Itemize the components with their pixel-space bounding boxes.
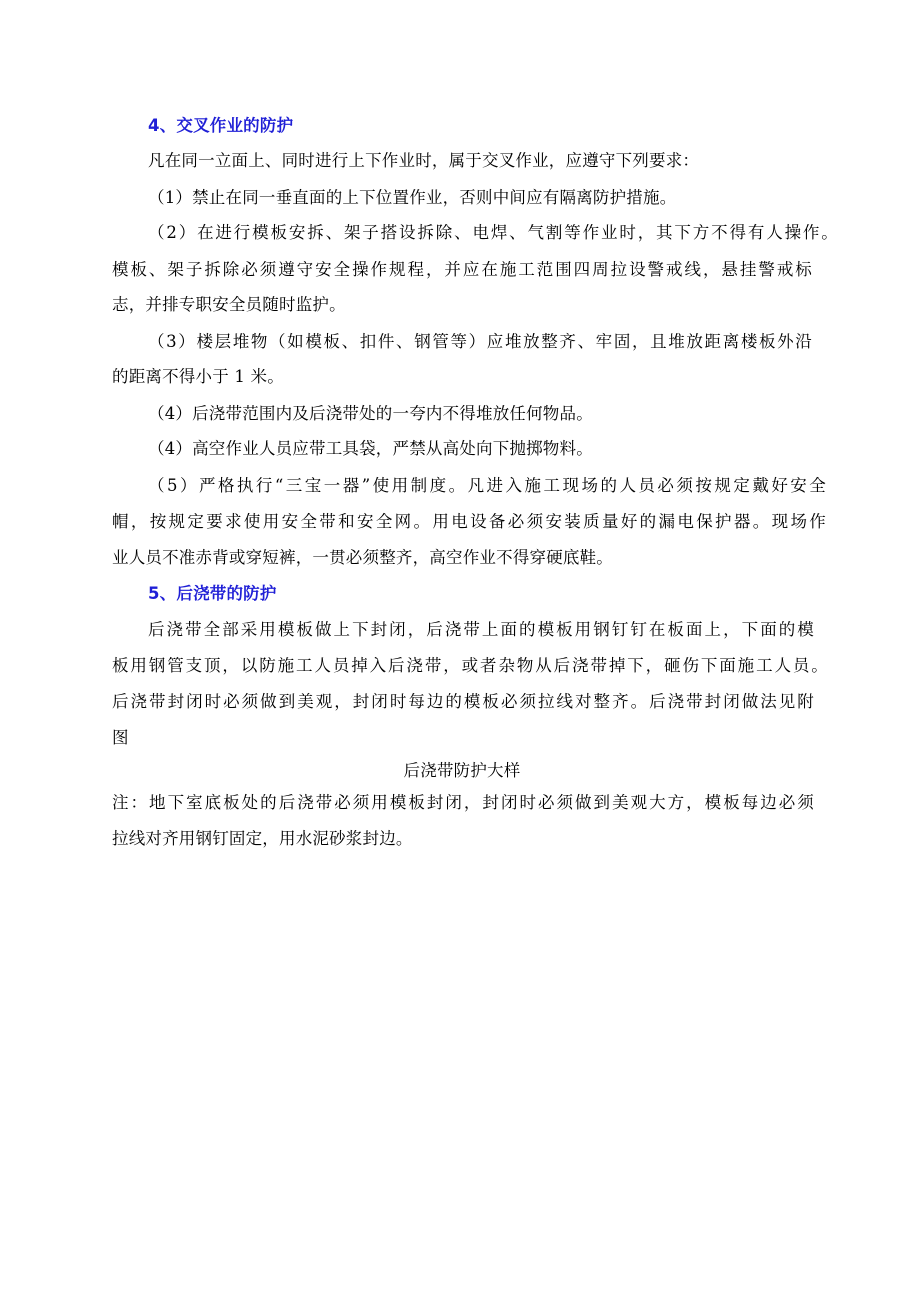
section-4-intro: 凡在同一立面上、同时进行上下作业时，属于交叉作业，应遵守下列要求： [148, 151, 700, 170]
section-4-item-3-line-1: （3）楼层堆物（如模板、扣件、钢管等）应堆放整齐、牢固，且堆放距离楼板外沿 [148, 332, 812, 351]
note-line-1: 注：地下室底板处的后浇带必须用模板封闭，封闭时必须做到美观大方，模板每边必须 [112, 793, 814, 812]
section-5-paragraph-line-1: 后浇带全部采用模板做上下封闭，后浇带上面的模板用钢钉钉在板面上，下面的模 [148, 620, 814, 639]
section-4-item-2-line-1: （2）在进行模板安拆、架子搭设拆除、电焊、气割等作业时，其下方不得有人操作。 [148, 223, 838, 242]
section-5-heading: 5、后浇带的防护 [148, 584, 277, 603]
section-4-item-5-line-3: 业人员不准赤背或穿短裤，一贯必须整齐，高空作业不得穿硬底鞋。 [112, 548, 613, 567]
section-4-heading: 4、交叉作业的防护 [148, 116, 294, 135]
note-line-2: 拉线对齐用钢钉固定，用水泥砂浆封边。 [112, 829, 413, 848]
section-5-paragraph-line-2: 板用钢管支顶，以防施工人员掉入后浇带，或者杂物从后浇带掉下，砸伤下面施工人员。 [112, 656, 828, 675]
section-4-item-5-line-1: （5）严格执行“三宝一器”使用制度。凡进入施工现场的人员必须按规定戴好安全 [148, 476, 826, 495]
section-4-item-2-line-3: 志，并排专职安全员随时监护。 [112, 295, 346, 314]
figure-caption: 后浇带防护大样 [403, 761, 521, 780]
section-4-item-2-line-2: 模板、架子拆除必须遵守安全操作规程，并应在施工范围四周拉设警戒线，悬挂警戒标 [112, 260, 812, 279]
section-4-item-1: （1）禁止在同一垂直面的上下位置作业，否则中间应有隔离防护措施。 [148, 188, 677, 207]
section-4-item-3-line-2: 的距离不得小于 1 米。 [112, 367, 284, 386]
section-4-item-4a: （4）后浇带范围内及后浇带处的一夸内不得堆放任何物品。 [148, 404, 593, 423]
section-5-paragraph-line-3: 后浇带封闭时必须做到美观，封闭时每边的模板必须拉线对整齐。后浇带封闭做法见附 [112, 692, 814, 711]
section-5-paragraph-line-4: 图 [112, 728, 129, 747]
section-4-item-4b: （4）高空作业人员应带工具袋，严禁从高处向下抛掷物料。 [148, 439, 593, 458]
section-4-item-5-line-2: 帽，按规定要求使用安全带和安全网。用电设备必须安装质量好的漏电保护器。现场作 [112, 512, 826, 531]
